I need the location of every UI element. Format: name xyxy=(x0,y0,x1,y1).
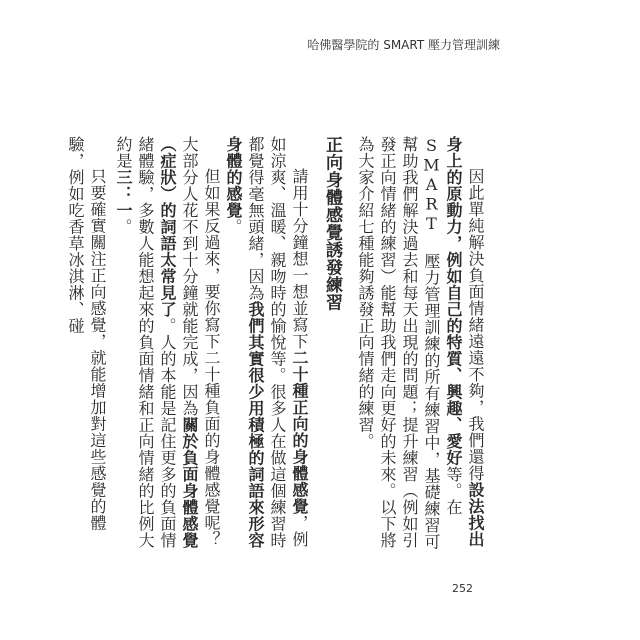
page-number: 252 xyxy=(452,582,473,595)
paragraph-2-text-c: ，例如涼爽、溫暖、親吻時的愉悅等。很多人在做這個練習時都覺得毫無頭緒，因為 xyxy=(246,136,309,549)
running-header: 哈佛醫學院的 SMART 壓力管理訓練 xyxy=(307,38,500,52)
paragraph-1-text-c: 等。在 SMART 壓力管理訓練的所有練習中，基礎練習可幫助我們解決過去和每天出現的問題；提升練習（例如引發正向情緒的練習）能幫助我們走向更好的未來。以下將為大家介紹七種能夠誘發正向情緒的練習。 xyxy=(356,136,463,550)
paragraph-2-text-d: 。 xyxy=(224,218,243,235)
paragraph-3-bold-1: 關於負面身體感覺（症狀）的詞語太常見了 xyxy=(158,136,199,549)
paragraph-2-text-a: 請用十分鐘想一想並寫下 xyxy=(290,168,309,350)
paragraph-2 xyxy=(222,136,310,556)
vertical-text-block xyxy=(64,136,486,556)
paragraph-1 xyxy=(354,136,486,556)
paragraph-3-text-c: 。人的本能是記住更多的負面情緒體驗，多數人能想起來的負面情緒和正向情緒的比例大約是 xyxy=(114,136,177,549)
paragraph-3 xyxy=(112,136,222,556)
paragraph-2-bold-1: 二十種正向的身體感覺 xyxy=(290,349,309,515)
paragraph-3-text-d: 。 xyxy=(114,218,133,235)
paragraph-2-bold-2: 我們其實很少用積極的詞語來形容身體的感覺 xyxy=(224,136,265,549)
paragraph-3-text-a: 但如果反過來，要你寫下二十種負面的身體感覺呢？大部分人花不到十分鐘就能完成，因為 xyxy=(180,136,221,548)
paragraph-1-text-a: 因此單純解決負面情緒遠遠不夠，我們還得 xyxy=(466,168,485,482)
paragraph-3-bold-2: 三：一 xyxy=(114,169,133,219)
paragraph-4-text-a: 只要確實關注正向感覺，就能增加對這些感覺的體驗，例如吃香草冰淇淋、碰 xyxy=(66,136,107,531)
section-heading: 正向身體感覺誘發練習 xyxy=(322,136,342,311)
paragraph-4 xyxy=(64,136,108,556)
paragraph-1-bold-1: 設法找出身上的原動力，例如自己的特質、興趣、愛好 xyxy=(444,136,485,548)
